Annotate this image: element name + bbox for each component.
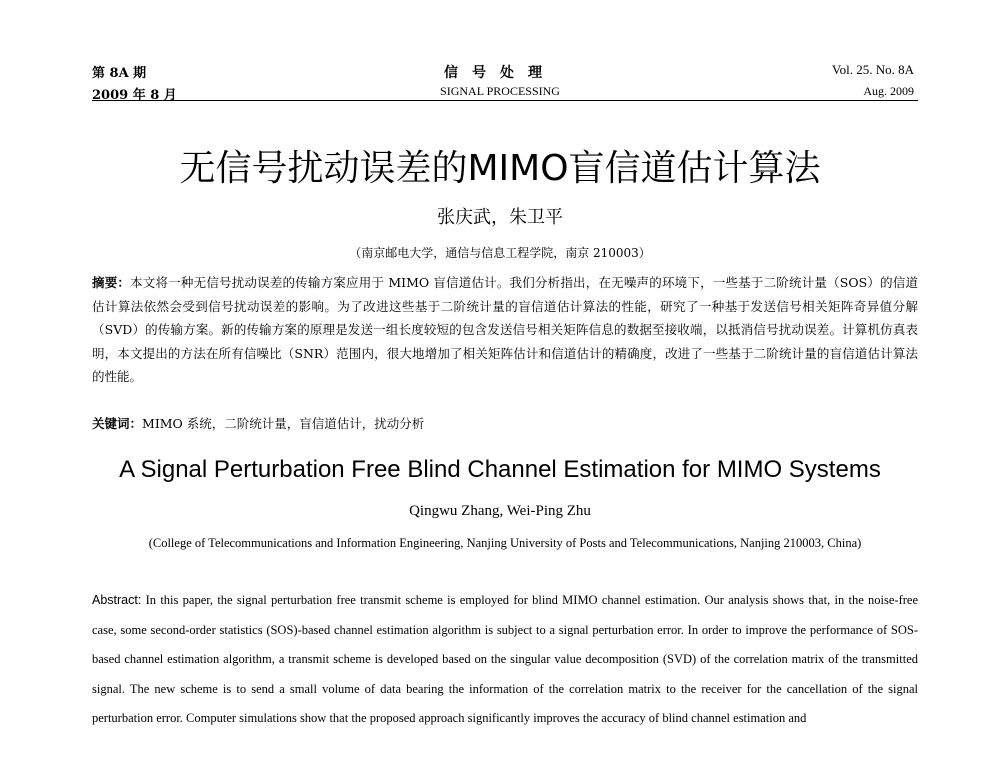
keywords-cn-label: 关键词： (92, 416, 143, 431)
abstract-cn-text: 本文将一种无信号扰动误差的传输方案应用于 MIMO 盲信道估计。我们分析指出，在无噪声的环境下，一些基于二阶统计量（SOS）的信道估计算法依然会受到信号扰动误差的影响。为了改进这些基于二阶统计量的盲信道估计算法的性能，研究了一种基于发送信号相关矩阵奇异值分解（SVD）的传输方案。新的传输方案的原理是发送一组长度较短的包含发送信号相关矩阵信息的数据至接收端，以抵消信号扰动误差。计算机仿真表明，本文提出的方法在所有信噪比（SNR）范围内，很大地增加了相关矩阵估计和信道估计的精确度，改进了一些基于二阶统计量的盲信道估计算法的性能。 (92, 275, 918, 384)
journal-title-cn: 信号处理 (444, 65, 556, 81)
volume-number: Vol. 25. No. 8A (831, 62, 914, 77)
issue-date-en: Aug. 2009 (863, 84, 914, 98)
paper-title-en: A Signal Perturbation Free Blind Channel Estimation for MIMO Systems (119, 456, 881, 483)
authors-cn: 张庆武，朱卫平 (437, 207, 563, 228)
paper-title-cn: 无信号扰动误差的MIMO盲信道估计算法 (179, 148, 821, 189)
header-rule (92, 100, 918, 101)
abstract-cn-label: 摘要： (92, 275, 131, 290)
keywords-cn (92, 414, 918, 432)
abstract-en-text: In this paper, the signal perturbation free transmit scheme is employed for blind MIMO channel estimation. Our analysis shows that, in the noise-free case, some second-order statistics (SOS)-based channel estimation algorithm is subject to a signal perturbation error. In order to improve the performance of SOS-based channel estimation algorithm, a transmit scheme is developed based on the singular value decomposition (SVD) of the correlation matrix of the transmitted signal. The new scheme is to send a small volume of data bearing the information of the correlation matrix to the receiver for the cancellation of the signal perturbation error. Computer simulations show that the proposed approach significantly improves the accuracy of blind channel estimation and (92, 593, 919, 725)
abstract-cn (92, 271, 918, 389)
affiliation-en: (College of Telecommunications and Information Engineering, Nanjing University of Posts and Telecommunications, Nanjing 210003, China) (148, 536, 862, 550)
affiliation-cn: （南京邮电大学，通信与信息工程学院，南京 210003） (349, 246, 651, 260)
journal-title-en: SIGNAL PROCESSING (440, 84, 560, 98)
issue-date-cn: 2009 年 8 月 (92, 88, 177, 103)
issue-number: 第 8A 期 (92, 66, 147, 81)
abstract-en-label: Abstract: (92, 593, 142, 607)
authors-en: Qingwu Zhang, Wei-Ping Zhu (409, 503, 591, 519)
keywords-cn-text: MIMO 系统，二阶统计量，盲信道估计，扰动分析 (142, 416, 425, 431)
abstract-en (92, 586, 918, 734)
